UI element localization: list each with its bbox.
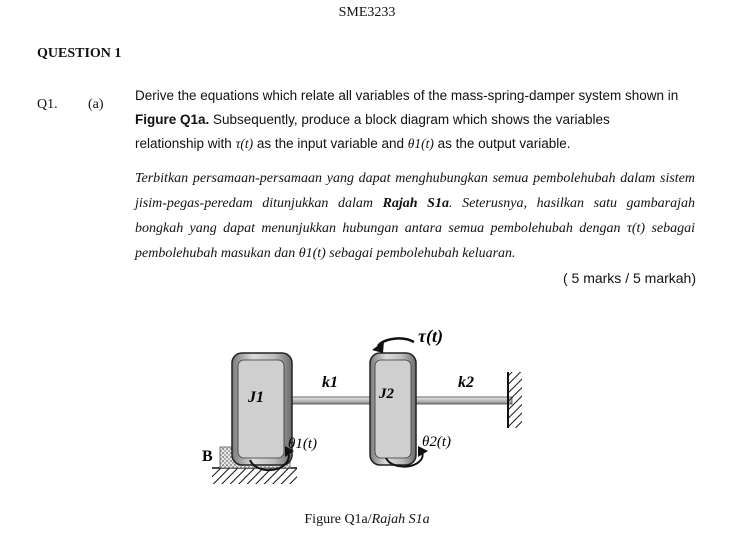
english-line-3a: relationship with	[135, 136, 236, 151]
label-k2: k2	[458, 374, 474, 391]
question-heading: QUESTION 1	[37, 46, 122, 61]
english-line-1: Derive the equations which relate all variables of the mass-spring-damper system shown in	[135, 88, 679, 103]
marks-allocation: ( 5 marks / 5 markah)	[562, 270, 696, 286]
malay-question-text	[135, 166, 695, 266]
english-question-text	[135, 84, 695, 156]
figure-caption	[0, 512, 734, 528]
figure-caption-malay: Rajah S1a	[371, 512, 430, 527]
inertia-j2-disk	[370, 353, 416, 465]
english-line-3b: as the input variable and	[253, 136, 408, 151]
malay-text-c: sebagai pembolehubah masukan dan	[135, 221, 695, 261]
english-line-3c: as the output variable.	[433, 136, 571, 151]
question-number: Q1.	[37, 97, 58, 112]
label-j1: J1	[248, 389, 264, 406]
english-figure-reference: Figure Q1a.	[135, 112, 210, 127]
shaft-k2	[412, 397, 512, 404]
malay-text-a: Terbitkan persamaan-persamaan yang dapat menghubungkan semua pembolehubah dalam sistem jisim-pegas-peredam ditunjukkan dalam	[135, 171, 695, 211]
label-k1: k1	[322, 374, 338, 391]
torque-arrowhead	[372, 341, 384, 353]
label-theta1: θ1(t)	[288, 436, 318, 452]
label-j2: J2	[379, 386, 394, 402]
inertia-j1-disk	[232, 353, 292, 465]
part-label: (a)	[88, 97, 104, 112]
ground-hatch	[212, 468, 297, 484]
english-theta1-symbol: θ1(t)	[407, 136, 434, 151]
label-b: B	[202, 448, 213, 465]
malay-figure-reference: Rajah S1a	[382, 196, 449, 211]
english-tau-symbol: τ(t)	[235, 136, 254, 151]
label-theta2: θ2(t)	[422, 434, 452, 450]
malay-text-b: . Seterusnya, hasilkan satu gambarajah bongkah yang dapat menunjukkan hubungan antara semua pembolehubah dengan	[135, 196, 695, 236]
fixed-wall	[508, 372, 522, 428]
document-header-code: SME3233	[338, 5, 396, 20]
malay-text-d: sebagai pembolehubah keluaran.	[325, 246, 516, 261]
mass-spring-damper-figure	[190, 320, 540, 505]
english-line-2: Subsequently, produce a block diagram which shows the variables	[209, 112, 610, 127]
malay-tau-symbol: τ(t)	[626, 221, 646, 236]
shaft-k1	[290, 397, 374, 404]
malay-theta1-symbol: θ1(t)	[298, 246, 326, 261]
label-tau: τ(t)	[418, 326, 443, 346]
figure-caption-english: Figure Q1a/	[304, 512, 372, 527]
